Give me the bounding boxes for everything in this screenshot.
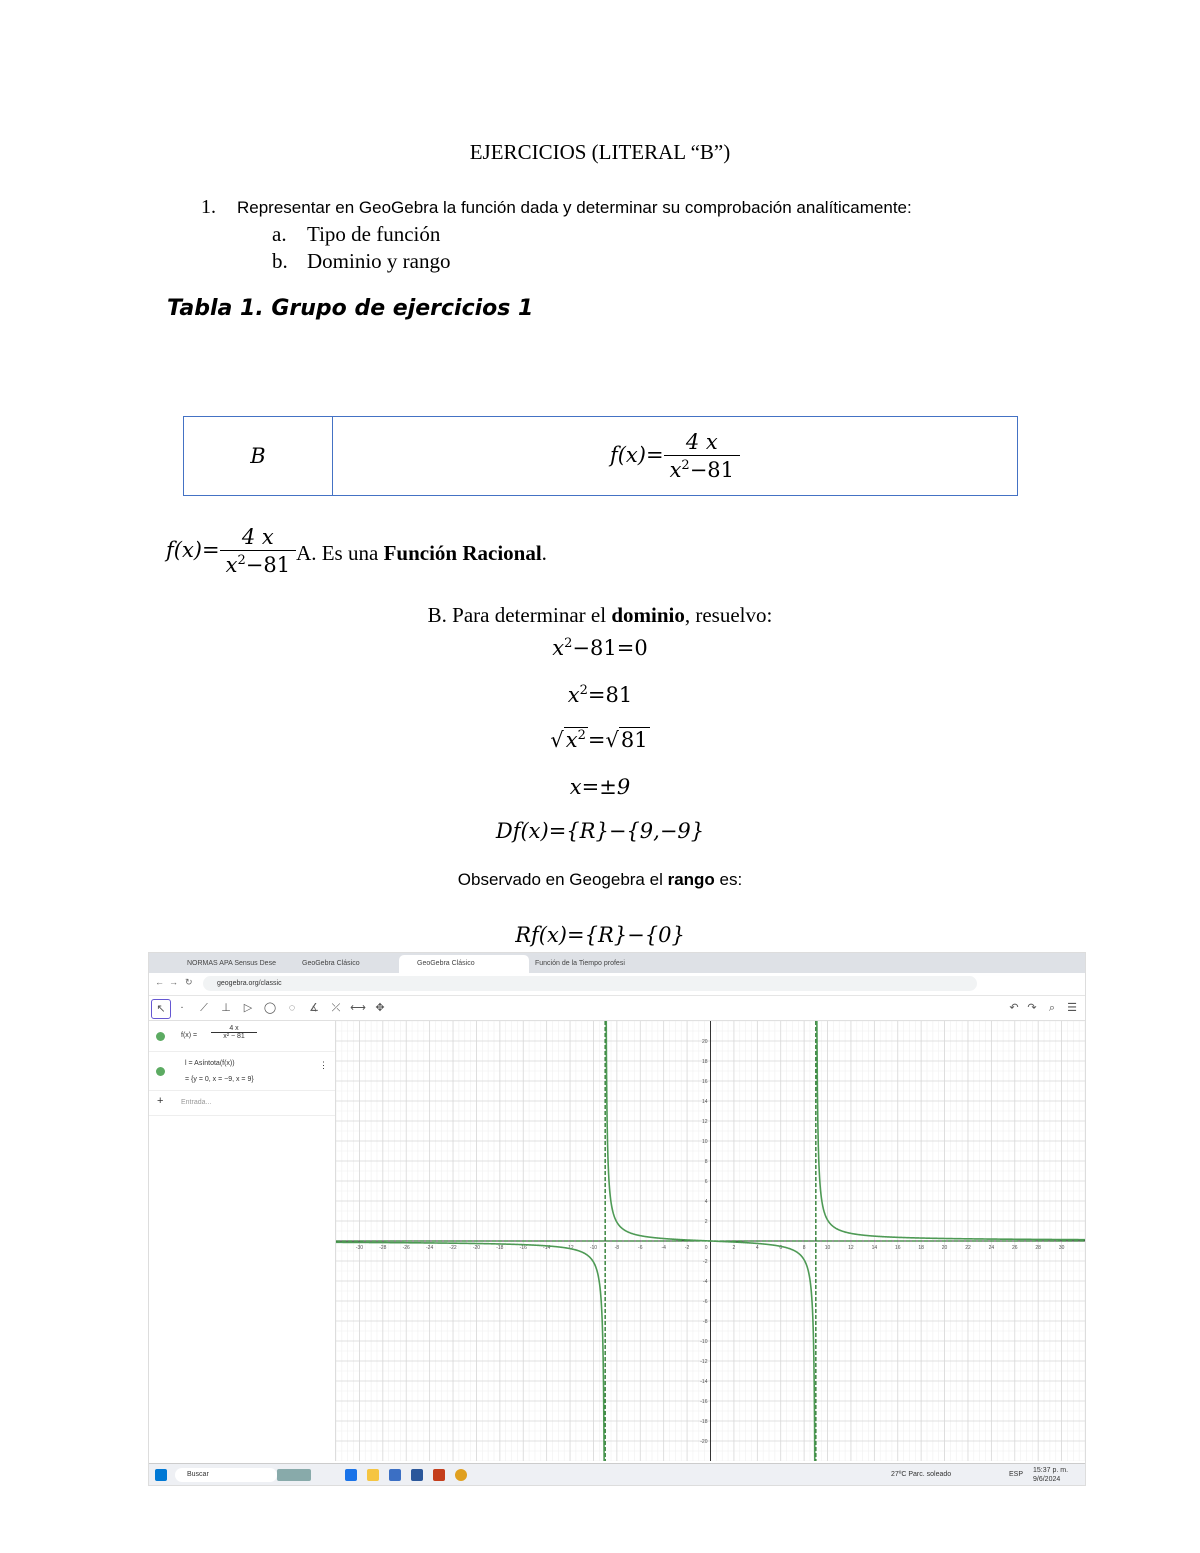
x-tick-label: 20 — [941, 1245, 948, 1251]
visibility-toggle-icon[interactable] — [156, 1032, 165, 1041]
algebra-function-lhs: f(x) = — [181, 1032, 198, 1039]
y-tick-label: 20 — [701, 1039, 708, 1045]
part-a-text-bold: Función Racional — [383, 540, 542, 565]
part-a-numerator: 4 x — [241, 525, 274, 549]
x-tick-label: 14 — [871, 1245, 878, 1251]
y-tick-label: -16 — [700, 1399, 708, 1405]
y-tick-label: 14 — [701, 1099, 708, 1105]
table-function — [609, 429, 740, 482]
x-tick-label: -30 — [355, 1245, 364, 1251]
y-tick-label: 10 — [701, 1139, 708, 1145]
step-2-exp: 2 — [579, 683, 588, 698]
domain-result: Df(x)={R}−{9,−9} — [495, 819, 705, 843]
y-tick-label: -18 — [700, 1419, 708, 1425]
windows-start-icon[interactable] — [155, 1469, 167, 1481]
clock-time: 15:37 p. m. — [1033, 1467, 1069, 1474]
subitem-a-text: Tipo de función — [307, 222, 441, 246]
step-4: x=±9 — [569, 775, 631, 799]
angle-tool-icon[interactable]: ∡ — [309, 1002, 319, 1014]
x-tick-label: 30 — [1058, 1245, 1065, 1251]
store-icon[interactable] — [389, 1469, 401, 1481]
x-tick-label: 10 — [824, 1245, 831, 1251]
windows-taskbar — [149, 1463, 1085, 1486]
url-input[interactable]: geogebra.org/classic — [203, 976, 977, 991]
denominator-exp: 2 — [681, 457, 690, 473]
reload-icon[interactable]: ↻ — [185, 977, 193, 987]
x-tick-label: 28 — [1035, 1245, 1041, 1251]
point-tool-icon[interactable]: ∙ — [180, 1002, 184, 1014]
browser-address-bar — [149, 973, 1085, 996]
y-tick-label: -8 — [703, 1319, 708, 1325]
line-tool-icon[interactable]: ⟋ — [200, 1002, 208, 1014]
y-tick-label: 16 — [701, 1079, 708, 1085]
more-options-icon[interactable]: ⋮ — [319, 1060, 328, 1070]
step-2-rest: =81 — [587, 683, 633, 707]
circle-tool-icon[interactable]: ◯ — [263, 1002, 277, 1014]
part-a-lhs: f(x)= — [166, 538, 220, 562]
step-3-rhs: 81 — [620, 728, 648, 752]
chrome-icon[interactable] — [455, 1469, 467, 1481]
widgets-icon[interactable] — [277, 1469, 311, 1481]
part-a-fraction — [220, 524, 296, 579]
subitem-b-marker: b. — [272, 249, 288, 273]
algebra-numerator: 4 x — [211, 1025, 257, 1033]
instruction-number: 1. — [201, 196, 216, 218]
page-heading: EJERCICIOS (LITERAL “B”) — [469, 140, 731, 164]
instruction-text: Representar en GeoGebra la función dada y determinar su comprobación analíticamente: — [237, 198, 912, 217]
step-1 — [0, 636, 1200, 660]
undo-icon[interactable]: ↶ — [1009, 1002, 1019, 1014]
y-tick-label: 2 — [704, 1219, 708, 1225]
powerpoint-icon[interactable] — [433, 1469, 445, 1481]
browser-tab-strip — [149, 953, 1085, 973]
word-icon[interactable] — [411, 1469, 423, 1481]
circle-arc-tool-icon[interactable]: ◌ — [288, 1002, 296, 1014]
asymptote-value: = {y = 0, x = −9, x = 9} — [185, 1076, 254, 1083]
x-tick-label: 24 — [988, 1245, 995, 1251]
x-tick-label: -12 — [566, 1245, 574, 1251]
x-tick-label: -18 — [496, 1245, 504, 1251]
x-tick-label: -10 — [589, 1245, 598, 1251]
reflect-tool-icon[interactable]: ⤫ — [331, 1002, 341, 1014]
step-1-rest: −81=0 — [572, 636, 648, 660]
part-a-text-prefix: A. Es una — [296, 540, 384, 565]
y-tick-label: 18 — [701, 1059, 708, 1065]
table-label-cell — [184, 417, 333, 496]
x-tick-label: -22 — [449, 1245, 457, 1251]
function-plot — [336, 1021, 1085, 1461]
y-tick-label: -2 — [703, 1259, 708, 1265]
y-tick-label: 6 — [704, 1179, 708, 1185]
algebra-denominator: x² − 81 — [223, 1033, 245, 1040]
search-icon[interactable]: ⌕ — [1048, 1002, 1056, 1014]
x-tick-label: -28 — [379, 1245, 387, 1251]
y-tick-label: 12 — [701, 1119, 708, 1125]
forward-arrow-icon[interactable]: → — [169, 977, 178, 987]
x-tick-label: -24 — [426, 1245, 434, 1251]
range-text-bold: rango — [667, 870, 715, 889]
asymptote-command: l = Asíntota(f(x)) — [185, 1060, 235, 1067]
polygon-tool-icon[interactable]: ▷ — [243, 1002, 253, 1014]
move-tool-icon[interactable]: ↖ — [151, 999, 171, 1019]
range-text-suffix: es: — [714, 870, 743, 889]
part-b-text-prefix: B. Para determinar el — [427, 603, 612, 627]
x-tick-label: 12 — [848, 1245, 854, 1251]
y-tick-label: -14 — [700, 1379, 708, 1385]
y-tick-label: 4 — [704, 1199, 708, 1205]
weather-text: 27ºC Parc. soleado — [891, 1471, 952, 1478]
part-a-den-base: x — [225, 553, 238, 577]
part-b-text-suffix: , resuelvo: — [684, 603, 773, 627]
x-tick-label: -20 — [472, 1245, 481, 1251]
x-tick-label: 26 — [1012, 1245, 1018, 1251]
numerator: 4 x — [685, 429, 718, 454]
table-caption: Tabla 1. Grupo de ejercicios 1 — [167, 296, 534, 321]
part-a-den-exp: 2 — [237, 553, 246, 568]
edge-icon[interactable] — [345, 1469, 357, 1481]
algebra-view — [149, 1021, 336, 1461]
origin-label: 0 — [704, 1245, 708, 1251]
range-text-prefix: Observado en Geogebra el — [457, 870, 668, 889]
y-tick-label: -6 — [703, 1299, 708, 1305]
language-text: ESP — [1009, 1471, 1024, 1478]
part-a-text-suffix: . — [541, 540, 547, 565]
y-tick-label: -4 — [703, 1279, 708, 1285]
function-fraction — [664, 429, 740, 484]
y-tick-label: -20 — [700, 1439, 708, 1445]
y-tick-label: -10 — [700, 1339, 708, 1345]
denominator-base: x — [669, 457, 682, 482]
step-3-exp: 2 — [577, 728, 586, 743]
step-3-base: x — [565, 728, 578, 752]
graphics-view[interactable] — [336, 1021, 1085, 1461]
back-arrow-icon[interactable]: ← — [155, 977, 164, 987]
taskbar-search-input[interactable]: Buscar — [175, 1468, 277, 1482]
step-2-base: x — [567, 683, 580, 707]
browser-tab-1[interactable]: NORMAS APA Sensus Dese — [187, 960, 276, 967]
part-a — [166, 524, 547, 579]
x-tick-label: 4 — [755, 1245, 759, 1251]
function-lhs: f(x)= — [609, 442, 664, 467]
browser-tab-2[interactable]: GeoGebra Clásico — [302, 960, 360, 967]
move-view-tool-icon[interactable]: ✥ — [375, 1002, 385, 1014]
clock — [1033, 1466, 1068, 1484]
x-tick-label: 2 — [732, 1245, 736, 1251]
part-a-den-rest: −81 — [245, 553, 291, 577]
perpendicular-tool-icon[interactable]: ⊥ — [221, 1002, 231, 1014]
range-intro — [0, 870, 1200, 890]
x-tick-label: 8 — [802, 1245, 806, 1251]
step-3: $√x^2=√81$ — [550, 728, 648, 752]
geogebra-toolbar — [149, 996, 1085, 1021]
algebra-function-fraction — [211, 1025, 257, 1040]
x-tick-label: -8 — [614, 1245, 620, 1251]
x-tick-label: 22 — [965, 1245, 971, 1251]
step-1-exp: 2 — [564, 636, 573, 651]
part-b-intro — [0, 603, 1200, 628]
x-tick-label: -6 — [638, 1245, 643, 1251]
algebra-input-row[interactable] — [149, 1091, 335, 1116]
x-tick-label: 16 — [894, 1245, 901, 1251]
y-tick-label: -12 — [700, 1359, 708, 1365]
denominator-rest: −81 — [689, 457, 735, 482]
step-3-eq: = — [587, 728, 606, 752]
x-tick-label: -26 — [402, 1245, 410, 1251]
subitem-b-text: Dominio y rango — [307, 249, 451, 273]
clock-date: 9/6/2024 — [1033, 1476, 1061, 1483]
x-tick-label: -4 — [661, 1245, 666, 1251]
geogebra-screenshot — [148, 952, 1086, 1486]
part-b-text-bold: dominio — [611, 603, 685, 627]
x-tick-label: -2 — [684, 1245, 690, 1251]
slider-tool-icon[interactable]: ⟷ — [350, 1002, 366, 1014]
step-2 — [0, 683, 1200, 707]
exercise-table — [183, 416, 1018, 496]
menu-icon[interactable]: ☰ — [1067, 1002, 1077, 1014]
step-1-base: x — [552, 636, 565, 660]
table-label: B — [250, 444, 266, 468]
x-tick-label: 18 — [918, 1245, 924, 1251]
visibility-toggle-icon[interactable] — [156, 1067, 165, 1076]
algebra-input[interactable]: Entrada... — [181, 1099, 212, 1106]
y-tick-label: 8 — [704, 1159, 708, 1165]
x-tick-label: -14 — [543, 1245, 551, 1251]
browser-tab-3[interactable]: GeoGebra Clásico — [399, 955, 529, 973]
algebra-row-function[interactable] — [149, 1021, 335, 1052]
x-tick-label: -16 — [519, 1245, 527, 1251]
range-result: Rf(x)={R}−{0} — [515, 923, 685, 947]
browser-tab-4[interactable]: Función de la Tiempo profesi — [535, 960, 625, 967]
subitem-a-marker: a. — [272, 222, 287, 246]
table-function-cell — [333, 417, 1018, 496]
algebra-row-asymptote[interactable] — [149, 1052, 335, 1091]
x-tick-label: 6 — [779, 1245, 783, 1251]
redo-icon[interactable]: ↷ — [1027, 1002, 1037, 1014]
add-icon[interactable]: + — [157, 1095, 164, 1107]
file-explorer-icon[interactable] — [367, 1469, 379, 1481]
